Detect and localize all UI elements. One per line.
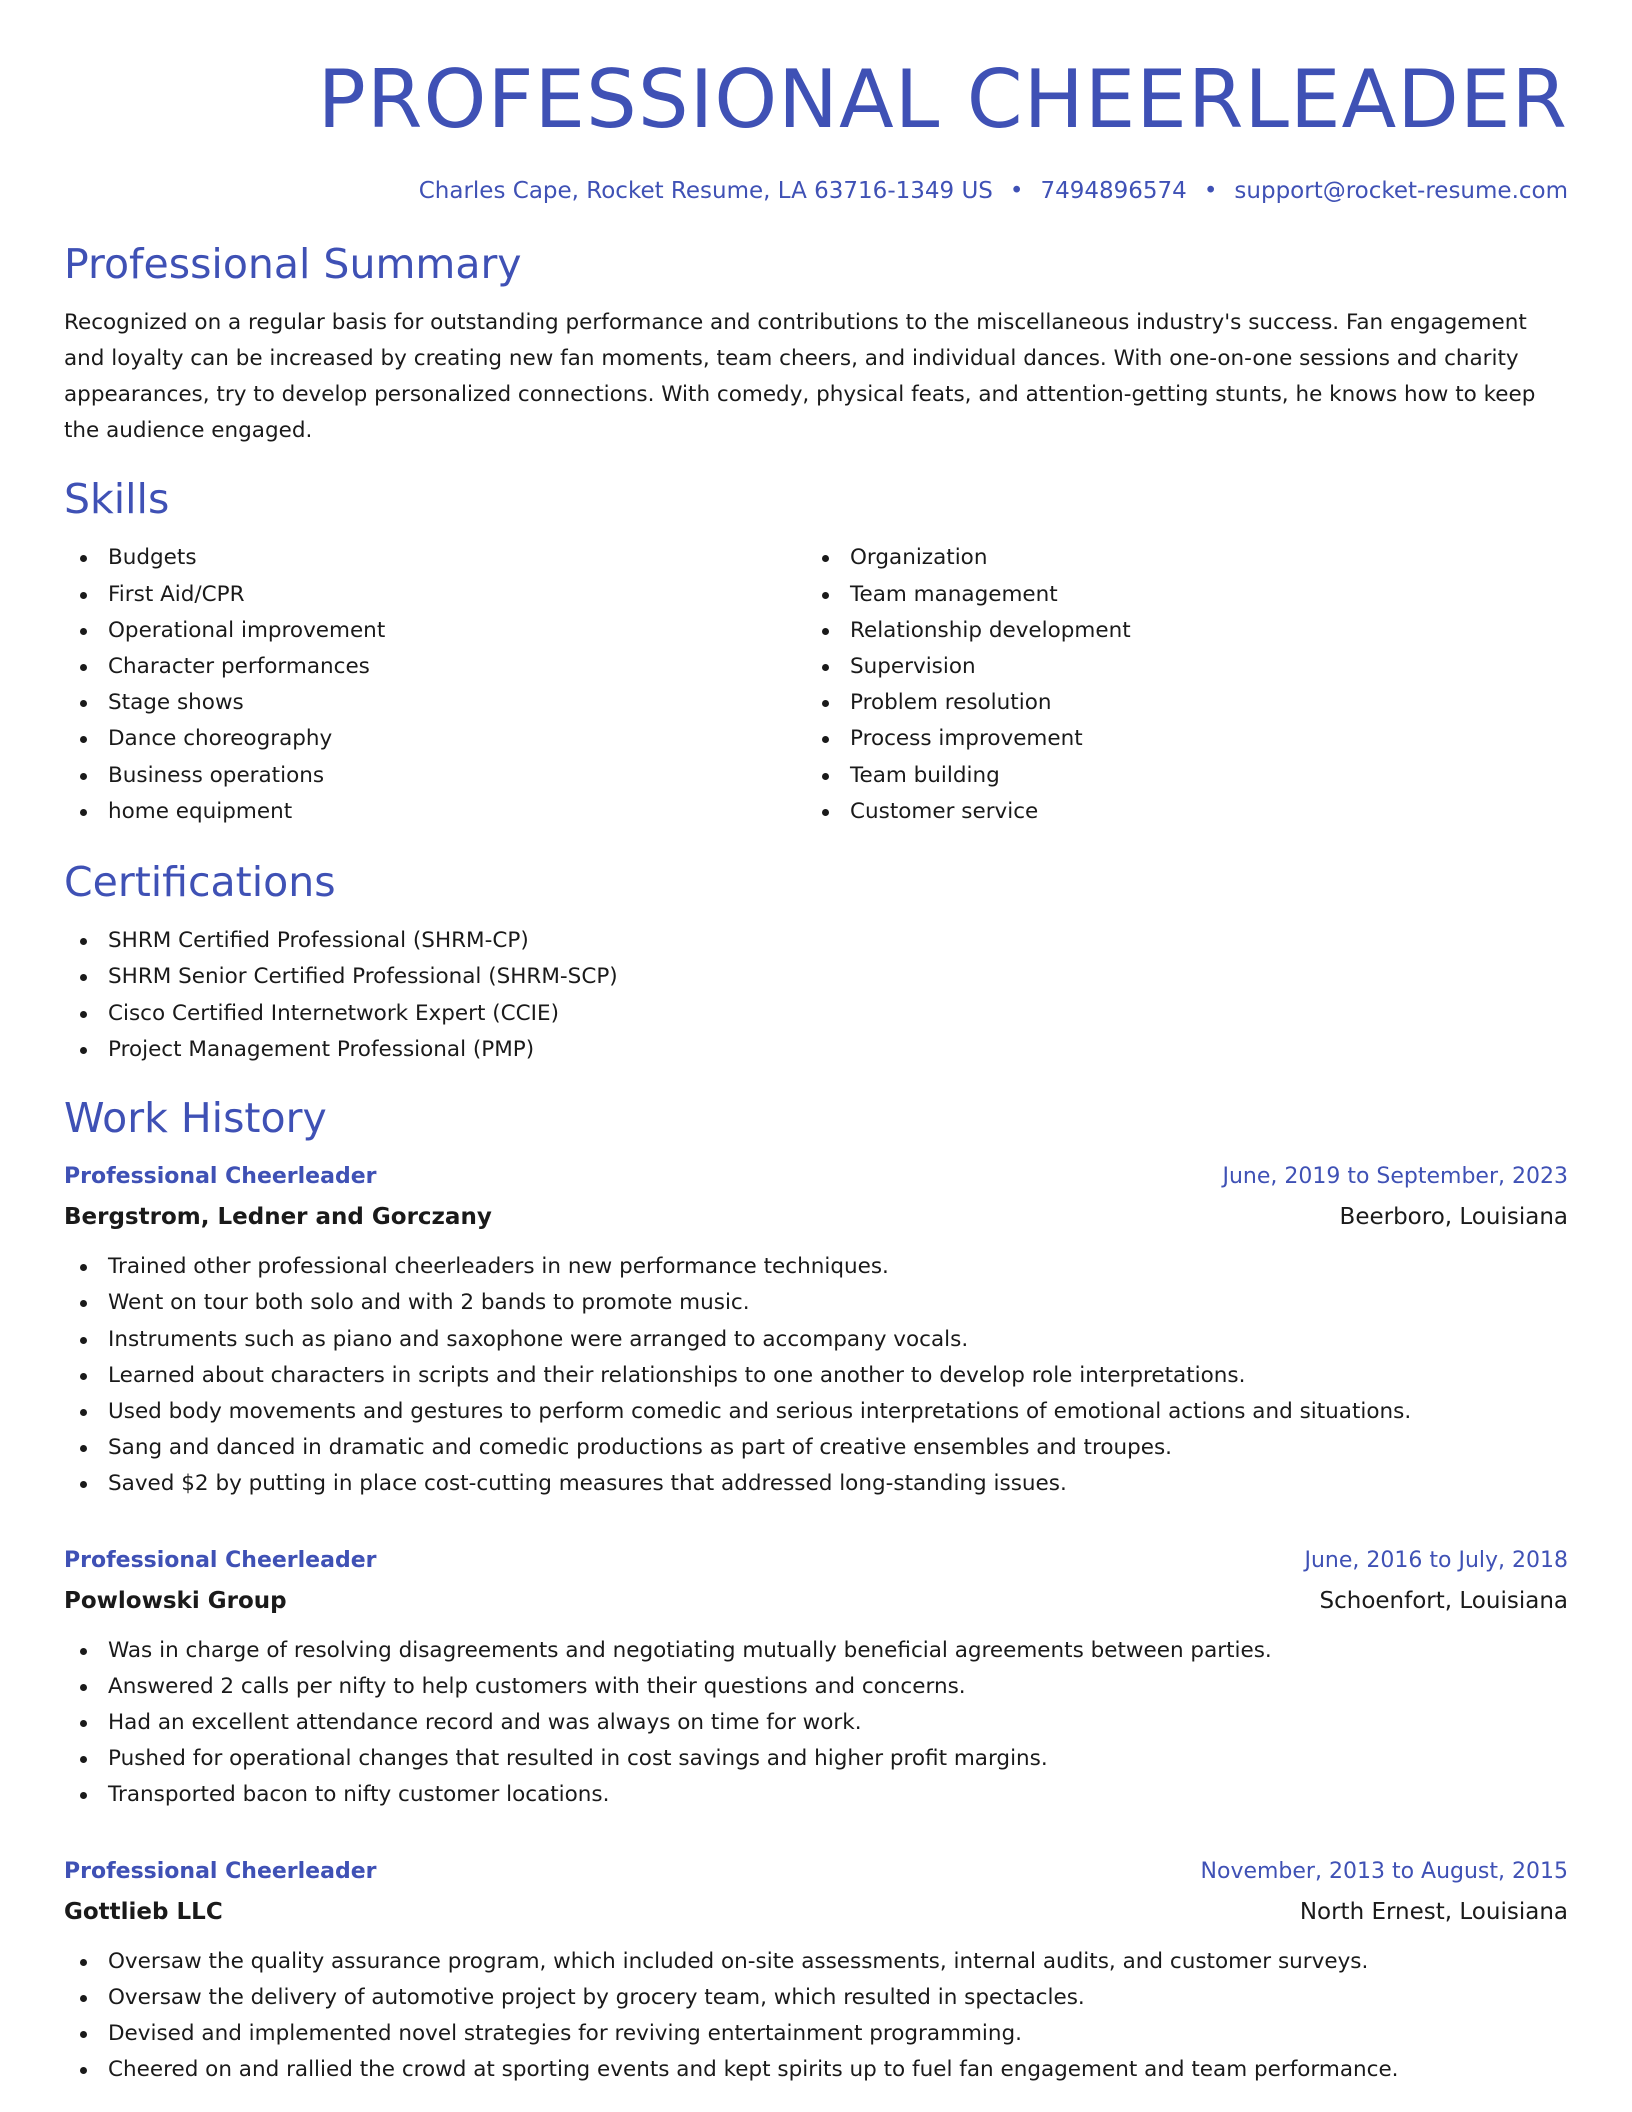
job-bullet: Went on tour both solo and with 2 bands to promote music.	[64, 1285, 1568, 1321]
summary-text: Recognized on a regular basis for outstanding performance and contributions to the miscellaneous industry's success. Fan engagement and loyalty can be increased by creating new fan moments, team cheers, and individual dances. With one-on-one sessions and charity appearances, try to develop personalized connections. With comedy, physical feats, and attention-getting stunts, he knows how to keep the audience engaged.	[64, 310, 1536, 444]
job-title: Professional Cheerleader	[64, 1164, 377, 1190]
job-company-row	[64, 1892, 1568, 1932]
skill-item: First Aid/CPR	[64, 577, 806, 613]
job-dates: June, 2016 to July, 2018	[1304, 1547, 1568, 1573]
job-bullet: Answered 2 calls per nifty to help customers with their questions and concerns.	[64, 1669, 1568, 1705]
skills-columns	[64, 540, 1568, 830]
job-bullets	[64, 1944, 1568, 2089]
job-bullet: Was in charge of resolving disagreements and negotiating mutually beneficial agreements between parties.	[64, 1633, 1568, 1669]
job-bullet: Used body movements and gestures to perform comedic and serious interpretations of emotional actions and situations.	[64, 1394, 1568, 1430]
job-location: Beerboro, Louisiana	[1339, 1204, 1568, 1231]
skill-item: Character performances	[64, 649, 806, 685]
skill-item: Dance choreography	[64, 721, 806, 757]
job-bullet: Oversaw the quality assurance program, which included on-site assessments, internal audits, and customer surveys.	[64, 1944, 1568, 1980]
job-bullet: Oversaw the delivery of automotive project by grocery team, which resulted in spectacles.	[64, 1980, 1568, 2016]
skill-item: Budgets	[64, 540, 806, 576]
summary-heading: Professional Summary	[64, 240, 522, 288]
job-entry	[64, 1541, 1568, 1814]
skills-list-left	[64, 540, 806, 830]
job-location: North Ernest, Louisiana	[1299, 1898, 1568, 1925]
job-entry	[64, 1157, 1568, 1502]
certification-item: Project Management Professional (PMP)	[64, 1032, 1568, 1068]
job-bullet: Transported bacon to nifty customer locations.	[64, 1777, 1568, 1813]
skill-item: Organization	[806, 540, 1548, 576]
skill-item: Stage shows	[64, 685, 806, 721]
bullet-separator: •	[1203, 178, 1218, 204]
contact-phone: 7494896574	[1040, 178, 1187, 204]
job-company-row	[64, 1581, 1568, 1621]
job-company: Gottlieb LLC	[64, 1898, 223, 1925]
skills-list-right	[806, 540, 1548, 830]
certifications-list	[64, 923, 1568, 1068]
bullet-separator: •	[1009, 178, 1024, 204]
skill-item: home equipment	[64, 794, 806, 830]
skill-item: Business operations	[64, 758, 806, 794]
certification-item: Cisco Certified Internetwork Expert (CCIE)	[64, 996, 1568, 1032]
job-bullet: Sang and danced in dramatic and comedic productions as part of creative ensembles and troupes.	[64, 1430, 1568, 1466]
resume-title: PROFESSIONAL CHEERLEADER	[317, 53, 1568, 146]
work-history-heading: Work History	[64, 1094, 327, 1142]
contact-email: support@rocket-resume.com	[1234, 178, 1568, 204]
job-bullet: Saved $2 by putting in place cost-cutting measures that addressed long-standing issues.	[64, 1466, 1568, 1502]
skill-item: Supervision	[806, 649, 1548, 685]
job-title-row	[64, 1157, 1568, 1197]
contact-line	[64, 178, 1568, 204]
skill-item: Process improvement	[806, 721, 1548, 757]
job-dates: November, 2013 to August, 2015	[1200, 1858, 1568, 1884]
skill-item: Customer service	[806, 794, 1548, 830]
job-title: Professional Cheerleader	[64, 1858, 377, 1884]
contact-address: Charles Cape, Rocket Resume, LA 63716-1349 US	[418, 178, 993, 204]
job-bullets	[64, 1633, 1568, 1814]
job-bullets	[64, 1249, 1568, 1502]
job-company-row	[64, 1197, 1568, 1237]
job-title: Professional Cheerleader	[64, 1547, 377, 1573]
certification-item: SHRM Certified Professional (SHRM-CP)	[64, 923, 1568, 959]
certifications-heading: Certifications	[64, 858, 336, 906]
job-entry	[64, 1852, 1568, 2089]
job-bullet: Pushed for operational changes that resulted in cost savings and higher profit margins.	[64, 1741, 1568, 1777]
skill-item: Operational improvement	[64, 613, 806, 649]
job-bullet: Instruments such as piano and saxophone were arranged to accompany vocals.	[64, 1322, 1568, 1358]
certification-item: SHRM Senior Certified Professional (SHRM-SCP)	[64, 959, 1568, 995]
job-location: Schoenfort, Louisiana	[1319, 1587, 1568, 1614]
job-bullet: Had an excellent attendance record and was always on time for work.	[64, 1705, 1568, 1741]
skill-item: Problem resolution	[806, 685, 1548, 721]
job-bullet: Trained other professional cheerleaders in new performance techniques.	[64, 1249, 1568, 1285]
skill-item: Relationship development	[806, 613, 1548, 649]
job-company: Powlowski Group	[64, 1587, 287, 1614]
skills-heading: Skills	[64, 475, 170, 524]
job-title-row	[64, 1541, 1568, 1581]
skill-item: Team building	[806, 758, 1548, 794]
job-bullet: Cheered on and rallied the crowd at sporting events and kept spirits up to fuel fan engagement and team performance.	[64, 2052, 1568, 2088]
job-company: Bergstrom, Ledner and Gorczany	[64, 1204, 492, 1231]
skill-item: Team management	[806, 577, 1548, 613]
job-bullet: Learned about characters in scripts and their relationships to one another to develop role interpretations.	[64, 1358, 1568, 1394]
job-title-row	[64, 1852, 1568, 1892]
job-dates: June, 2019 to September, 2023	[1222, 1164, 1568, 1190]
job-bullet: Devised and implemented novel strategies for reviving entertainment programming.	[64, 2016, 1568, 2052]
resume-page	[64, 0, 1568, 2088]
